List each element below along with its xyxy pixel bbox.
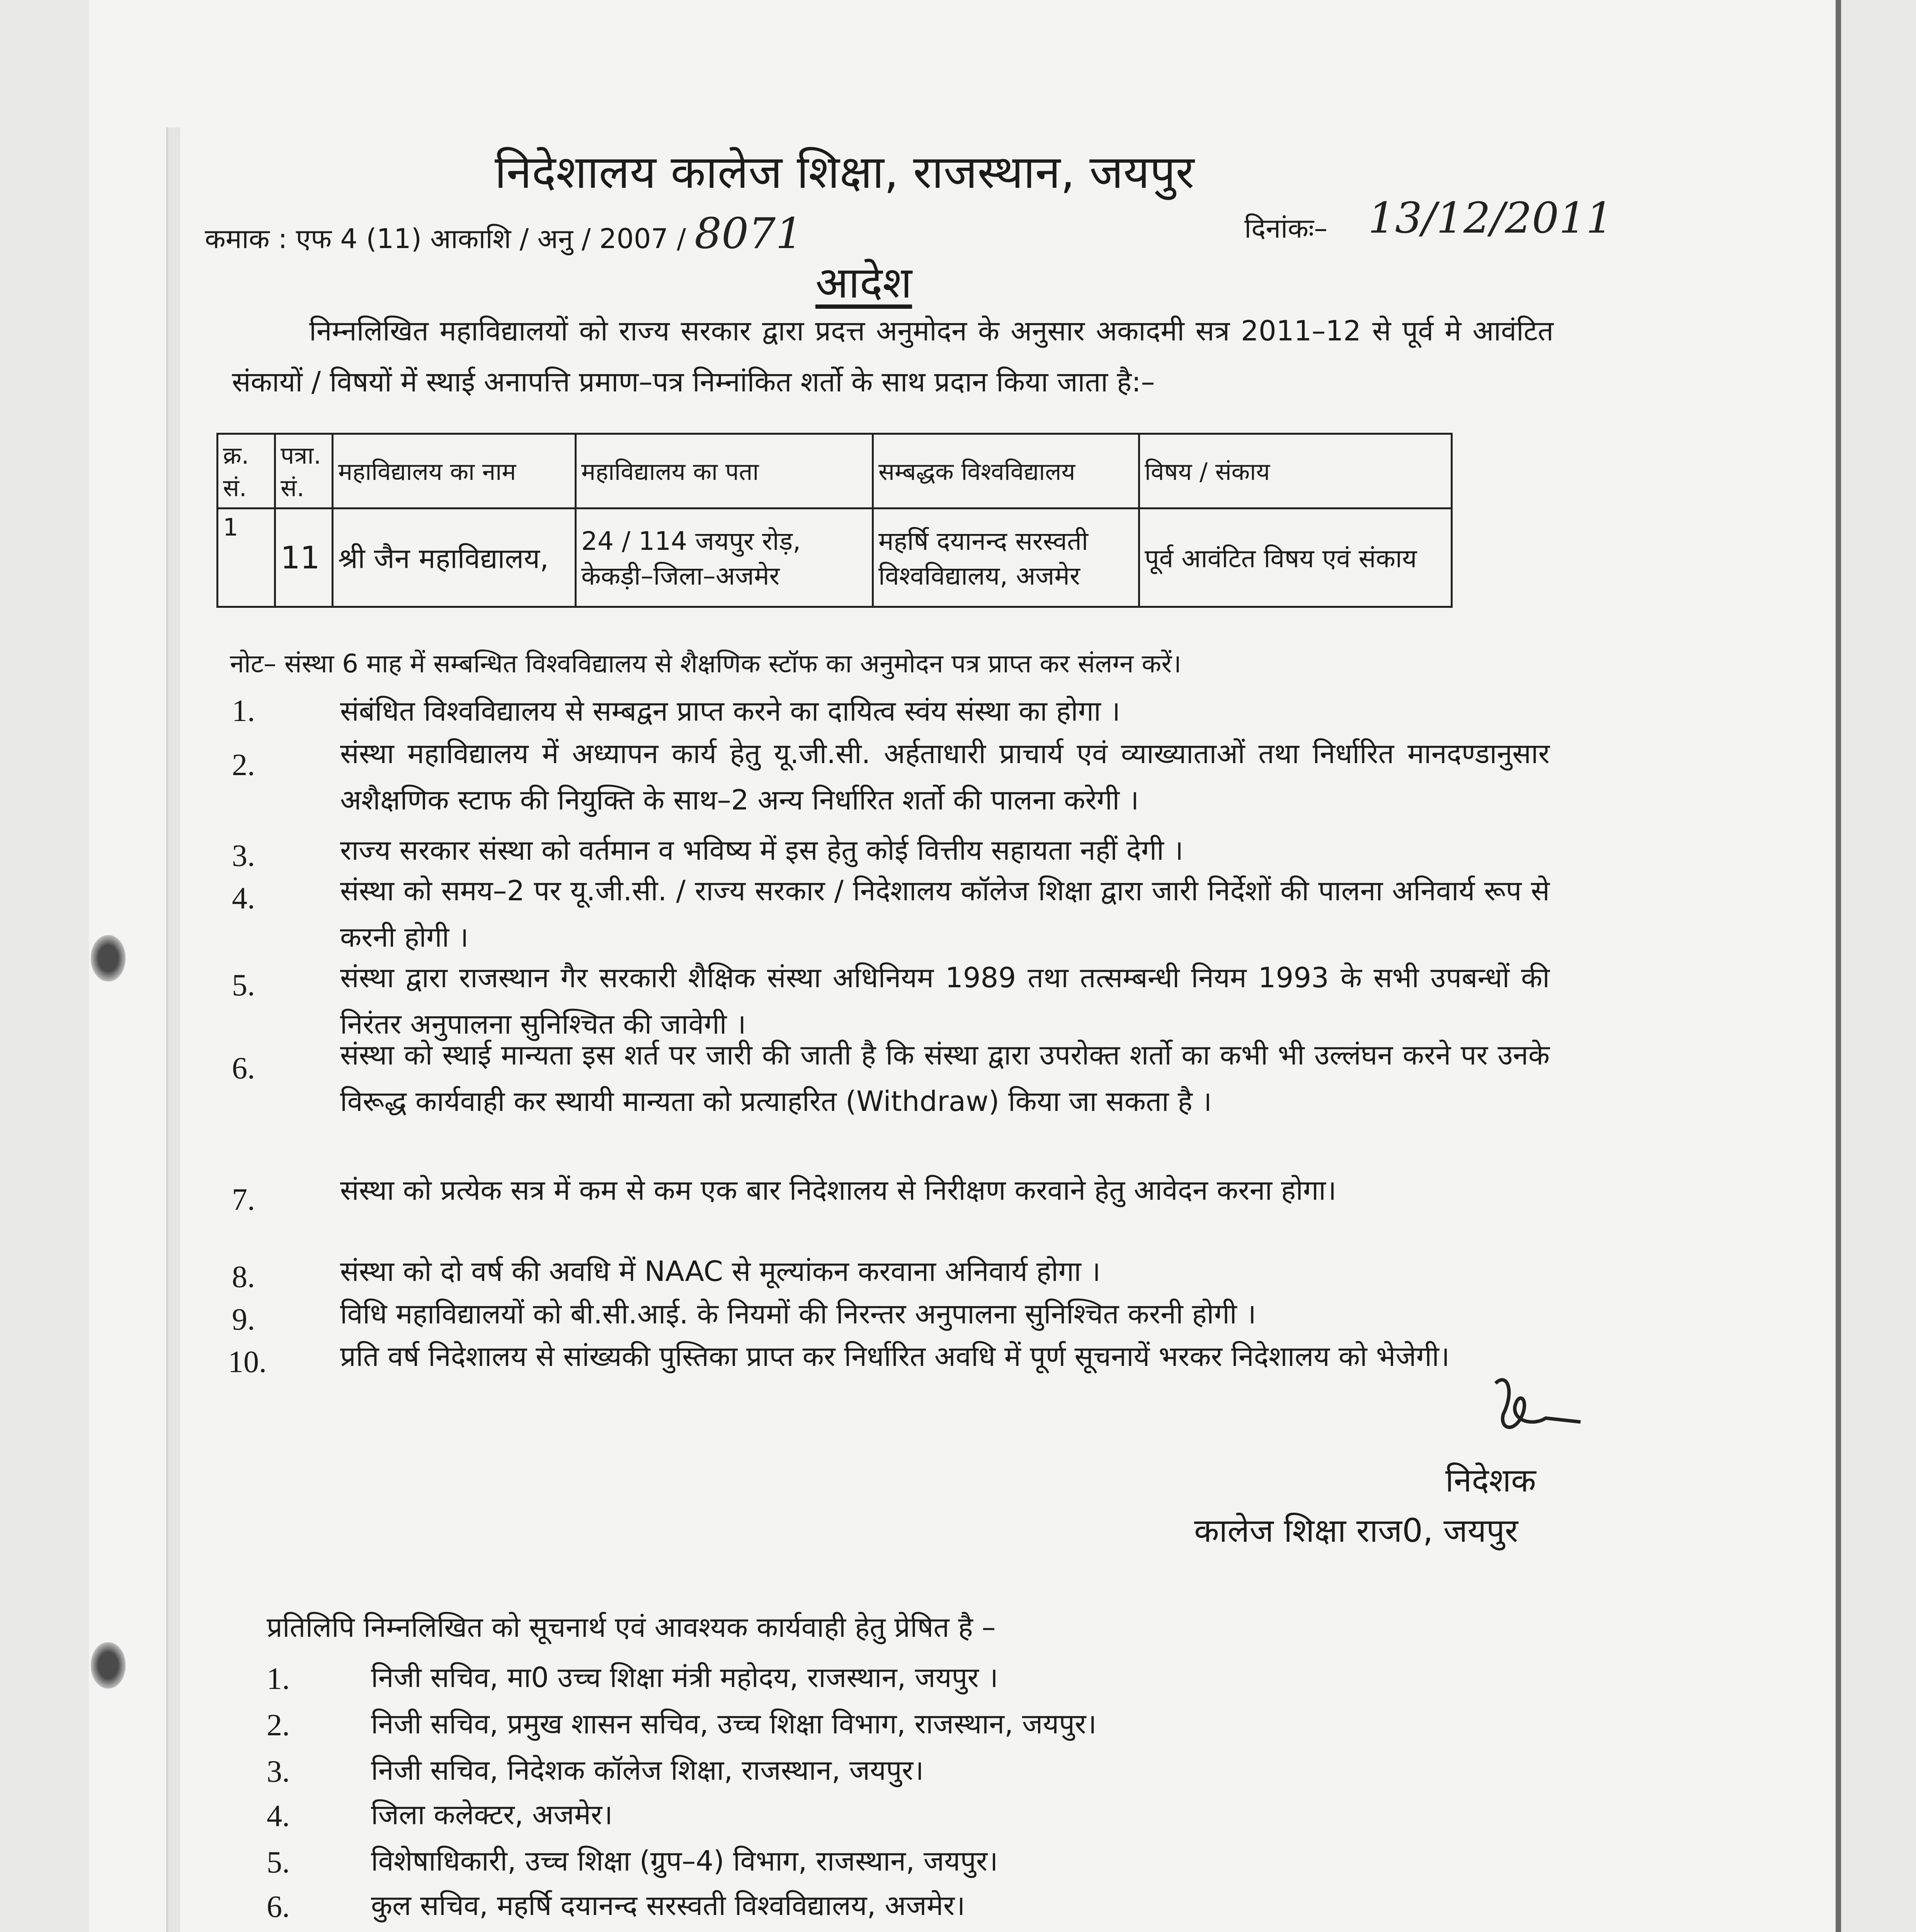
condition-text: संबंधित विश्वविद्यालय से सम्बद्वन प्राप्त करने का दायित्व स्वंय संस्था का होगा । [340,695,1121,727]
condition-number: 2. [232,748,255,782]
table-header: सम्बद्धक विश्वविद्यालय [873,434,1139,509]
condition-text: संस्था को प्रत्येक सत्र में कम से कम एक बार निदेशालय से निरीक्षण करवाने हेतु आवेदन करना होगा। [340,1174,1337,1206]
condition-number: 1. [232,694,255,728]
table-header: महाविद्यालय का पता [576,434,873,509]
condition-text: संस्था को स्थाई मान्यता इस शर्त पर जारी की जाती है कि संस्था द्वारा उपरोक्त शर्तो का कभी भी उल्लंघन करने पर उनके विरूद्ध कार्यवाही कर स्थायी मान्यता को प्रत्याहरित (Withdraw) किया जा सकता है । [340,1039,1550,1117]
director-title: निदेशक [1445,1461,1536,1499]
reference-line [205,209,803,258]
order-heading: आदेश [815,258,912,308]
handwritten-reference: 8071 [694,209,803,258]
copy-number: 4. [267,1799,290,1833]
table-header: पत्रा. सं. [275,434,333,509]
table-header: क्र. सं. [218,434,275,509]
copy-item: जिला कलेक्टर, अजमेर। [371,1798,613,1831]
table-cell: पूर्व आवंटित विषय एवं संकाय [1139,509,1452,607]
note-line: नोट– संस्था 6 माह में सम्बन्धित विश्वविद्यालय से शैक्षणिक स्टॉफ का अनुमोदन पत्र प्राप्त कर संलग्न करें। [230,649,1182,679]
condition-text: संस्था महाविद्यालय में अध्यापन कार्य हेतु यू.जी.सी. अर्हताधारी प्राचार्य एवं व्याख्याताओं तथा निर्धारित मानदण्डानुसार अशैक्षणिक स्टाफ की नियुक्ति के साथ–2 अन्य निर्धारित शर्तो की पालना करेगी । [340,737,1550,816]
condition-number: 4. [232,881,255,915]
table-cell: 1 [218,509,275,607]
table-row [218,509,1452,607]
condition-number: 8. [232,1260,255,1294]
copy-number: 2. [267,1708,290,1742]
director-office: कालेज शिक्षा राज0, जयपुर [1194,1512,1518,1549]
table-cell: महर्षि दयानन्द सरस्वती विश्वविद्यालय, अजमेर [873,509,1139,607]
table-cell: 11 [275,509,333,607]
condition-text: राज्य सरकार संस्था को वर्तमान व भविष्य में इस हेतु कोई वित्तीय सहायता नहीं देगी । [340,834,1184,866]
copy-item: विशेषाधिकारी, उच्च शिक्षा (ग्रुप–4) विभाग, राजस्थान, जयपुर। [371,1845,998,1877]
condition-number: 5. [232,968,255,1002]
copy-to-heading: प्रतिलिपि निम्नलिखित को सूचनार्थ एवं आवश्यक कार्यवाही हेतु प्रेषित है – [267,1611,996,1643]
institution-table [216,433,1453,608]
condition-text: संस्था द्वारा राजस्थान गैर सरकारी शैक्षिक संस्था अधिनियम 1989 तथा तत्सम्बन्धी नियम 1993 के सभी उपबन्धों की निरंतर अनुपालना सुनिश्चित की जावेगी । [340,961,1550,1040]
condition-text: संस्था को समय–2 पर यू.जी.सी. / राज्य सरकार / निदेशालय कॉलेज शिक्षा द्वारा जारी निर्देशों की पालना अनिवार्य रूप से करनी होगी । [340,874,1550,953]
table-cell: 24 / 114 जयपुर रोड़, केकड़ी–जिला–अजमेर [576,509,873,607]
page-title: निदेशालय कालेज शिक्षा, राजस्थान, जयपुर [495,145,1195,199]
copy-item: कुल सचिव, महर्षि दयानन्द सरस्वती विश्वविद्यालय, अजमेर। [371,1889,965,1922]
table-header: महाविद्यालय का नाम [333,434,576,509]
copy-item: निजी सचिव, मा0 उच्च शिक्षा मंत्री महोदय, राजस्थान, जयपुर । [371,1661,999,1694]
condition-number: 7. [232,1183,255,1217]
intro-paragraph: निम्नलिखित महाविद्यालयों को राज्य सरकार द्वारा प्रदत्त अनुमोदन के अनुसार अकादमी सत्र 2011–12 से पूर्व मे आवंटित संकायों / विषयों में स्थाई अनापत्ति प्रमाण–पत्र निम्नांकित शर्तो के साथ प्रदान किया जाता है:– [232,315,1554,398]
date-label: दिनांकः– [1244,213,1328,244]
table-cell: श्री जैन महाविद्यालय, [333,509,576,607]
condition-text: प्रति वर्ष निदेशालय से सांख्यकी पुस्तिका प्राप्त कर निर्धारित अवधि में पूर्ण सूचनायें भरकर निदेशालय को भेजेगी। [340,1340,1450,1372]
copy-number: 6. [267,1890,290,1924]
condition-number: 9. [232,1303,255,1337]
condition-number: 3. [232,839,255,873]
paper-fold [166,128,180,1932]
copy-number: 3. [267,1755,290,1789]
punch-hole [91,1642,126,1689]
condition-number: 6. [232,1051,255,1085]
director-signature-icon [1480,1368,1596,1453]
copy-item [371,1930,669,1932]
copy-number: 5. [267,1845,290,1879]
condition-number: 10. [228,1345,267,1379]
copy-item: निजी सचिव, प्रमुख शासन सचिव, उच्च शिक्षा विभाग, राजस्थान, जयपुर। [371,1708,1097,1740]
table-header: विषय / संकाय [1139,434,1452,509]
handwritten-date: 13/12/2011 [1368,193,1613,243]
condition-text: संस्था को दो वर्ष की अवधि में NAAC से मूल्यांकन करवाना अनिवार्य होगा । [340,1255,1101,1287]
copy-item: निजी सचिव, निदेशक कॉलेज शिक्षा, राजस्थान, जयपुर। [371,1754,924,1786]
table-header-row [218,434,1452,509]
condition-text: विधि महाविद्यालयों को बी.सी.आई. के नियमों की निरन्तर अनुपालना सुनिश्चित करनी होगी । [340,1298,1256,1330]
reference-number: कमाक : एफ 4 (11) आकाशि / अनु / 2007 / [205,223,686,255]
punch-hole [91,935,126,981]
copy-number: 1. [267,1662,290,1696]
